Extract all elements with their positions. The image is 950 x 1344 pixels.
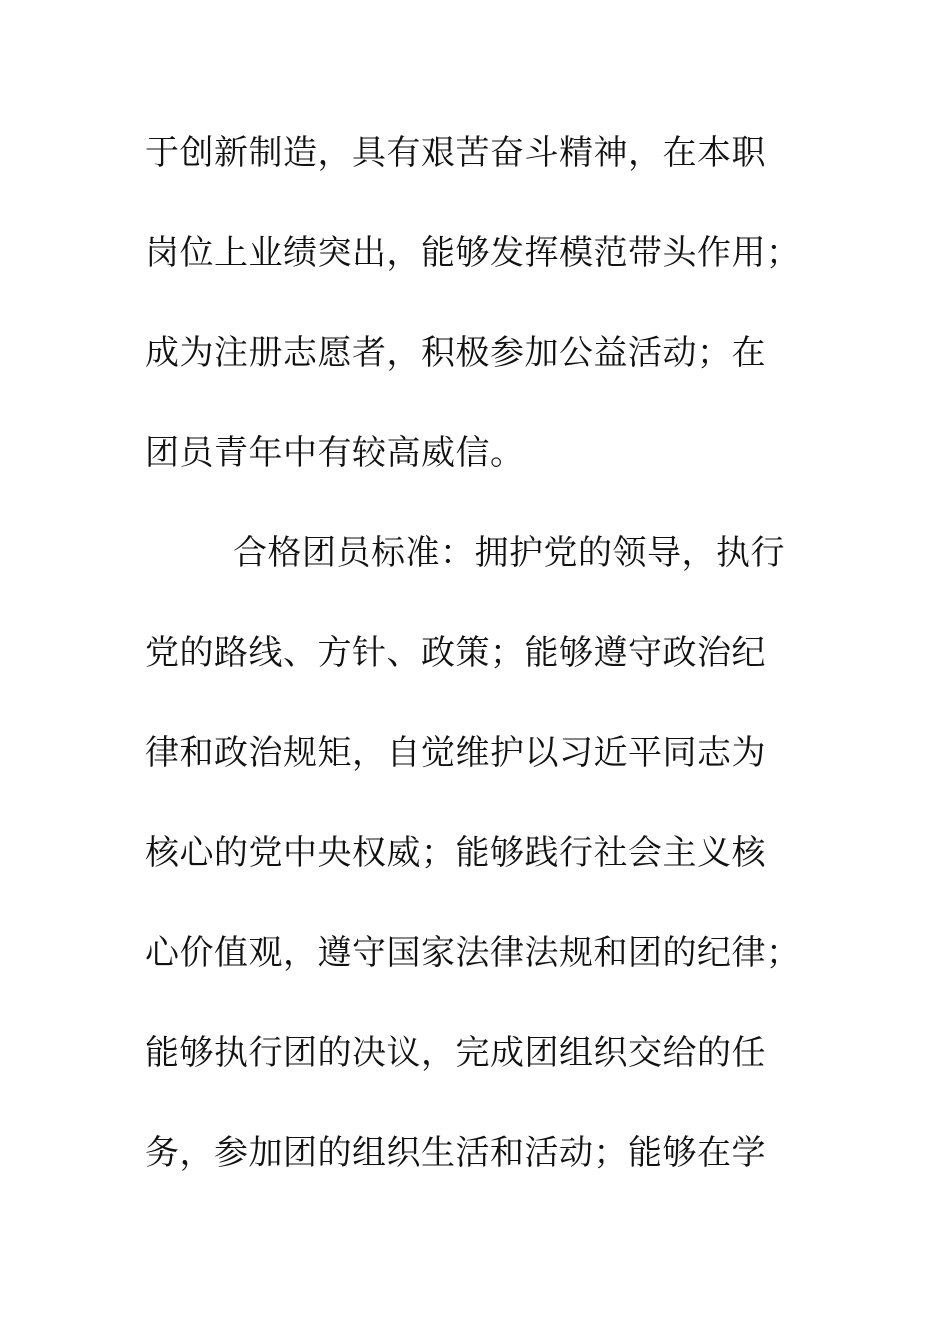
text-line-6: 党的路线、方针、政策；能够遵守政治纪 [145,633,766,673]
paragraph-start-line: 合格团员标准：拥护党的领导，执行 [233,533,785,573]
text-line-7: 律和政治规矩，自觉维护以习近平同志为 [145,733,766,773]
text-line-4: 团员青年中有较高威信。 [145,433,525,473]
text-line-8: 核心的党中央权威；能够践行社会主义核 [145,833,766,873]
text-line-3: 成为注册志愿者，积极参加公益活动；在 [145,333,766,373]
text-line-11: 务，参加团的组织生活和活动；能够在学 [145,1133,766,1173]
text-line-2: 岗位上业绩突出，能够发挥模范带头作用； [145,233,801,273]
text-line-10: 能够执行团的决议，完成团组织交给的任 [145,1033,766,1073]
text-line-9: 心价值观，遵守国家法律法规和团的纪律； [145,933,801,973]
body-text [145,121,805,1221]
text-line-1: 于创新制造，具有艰苦奋斗精神，在本职 [145,133,766,173]
